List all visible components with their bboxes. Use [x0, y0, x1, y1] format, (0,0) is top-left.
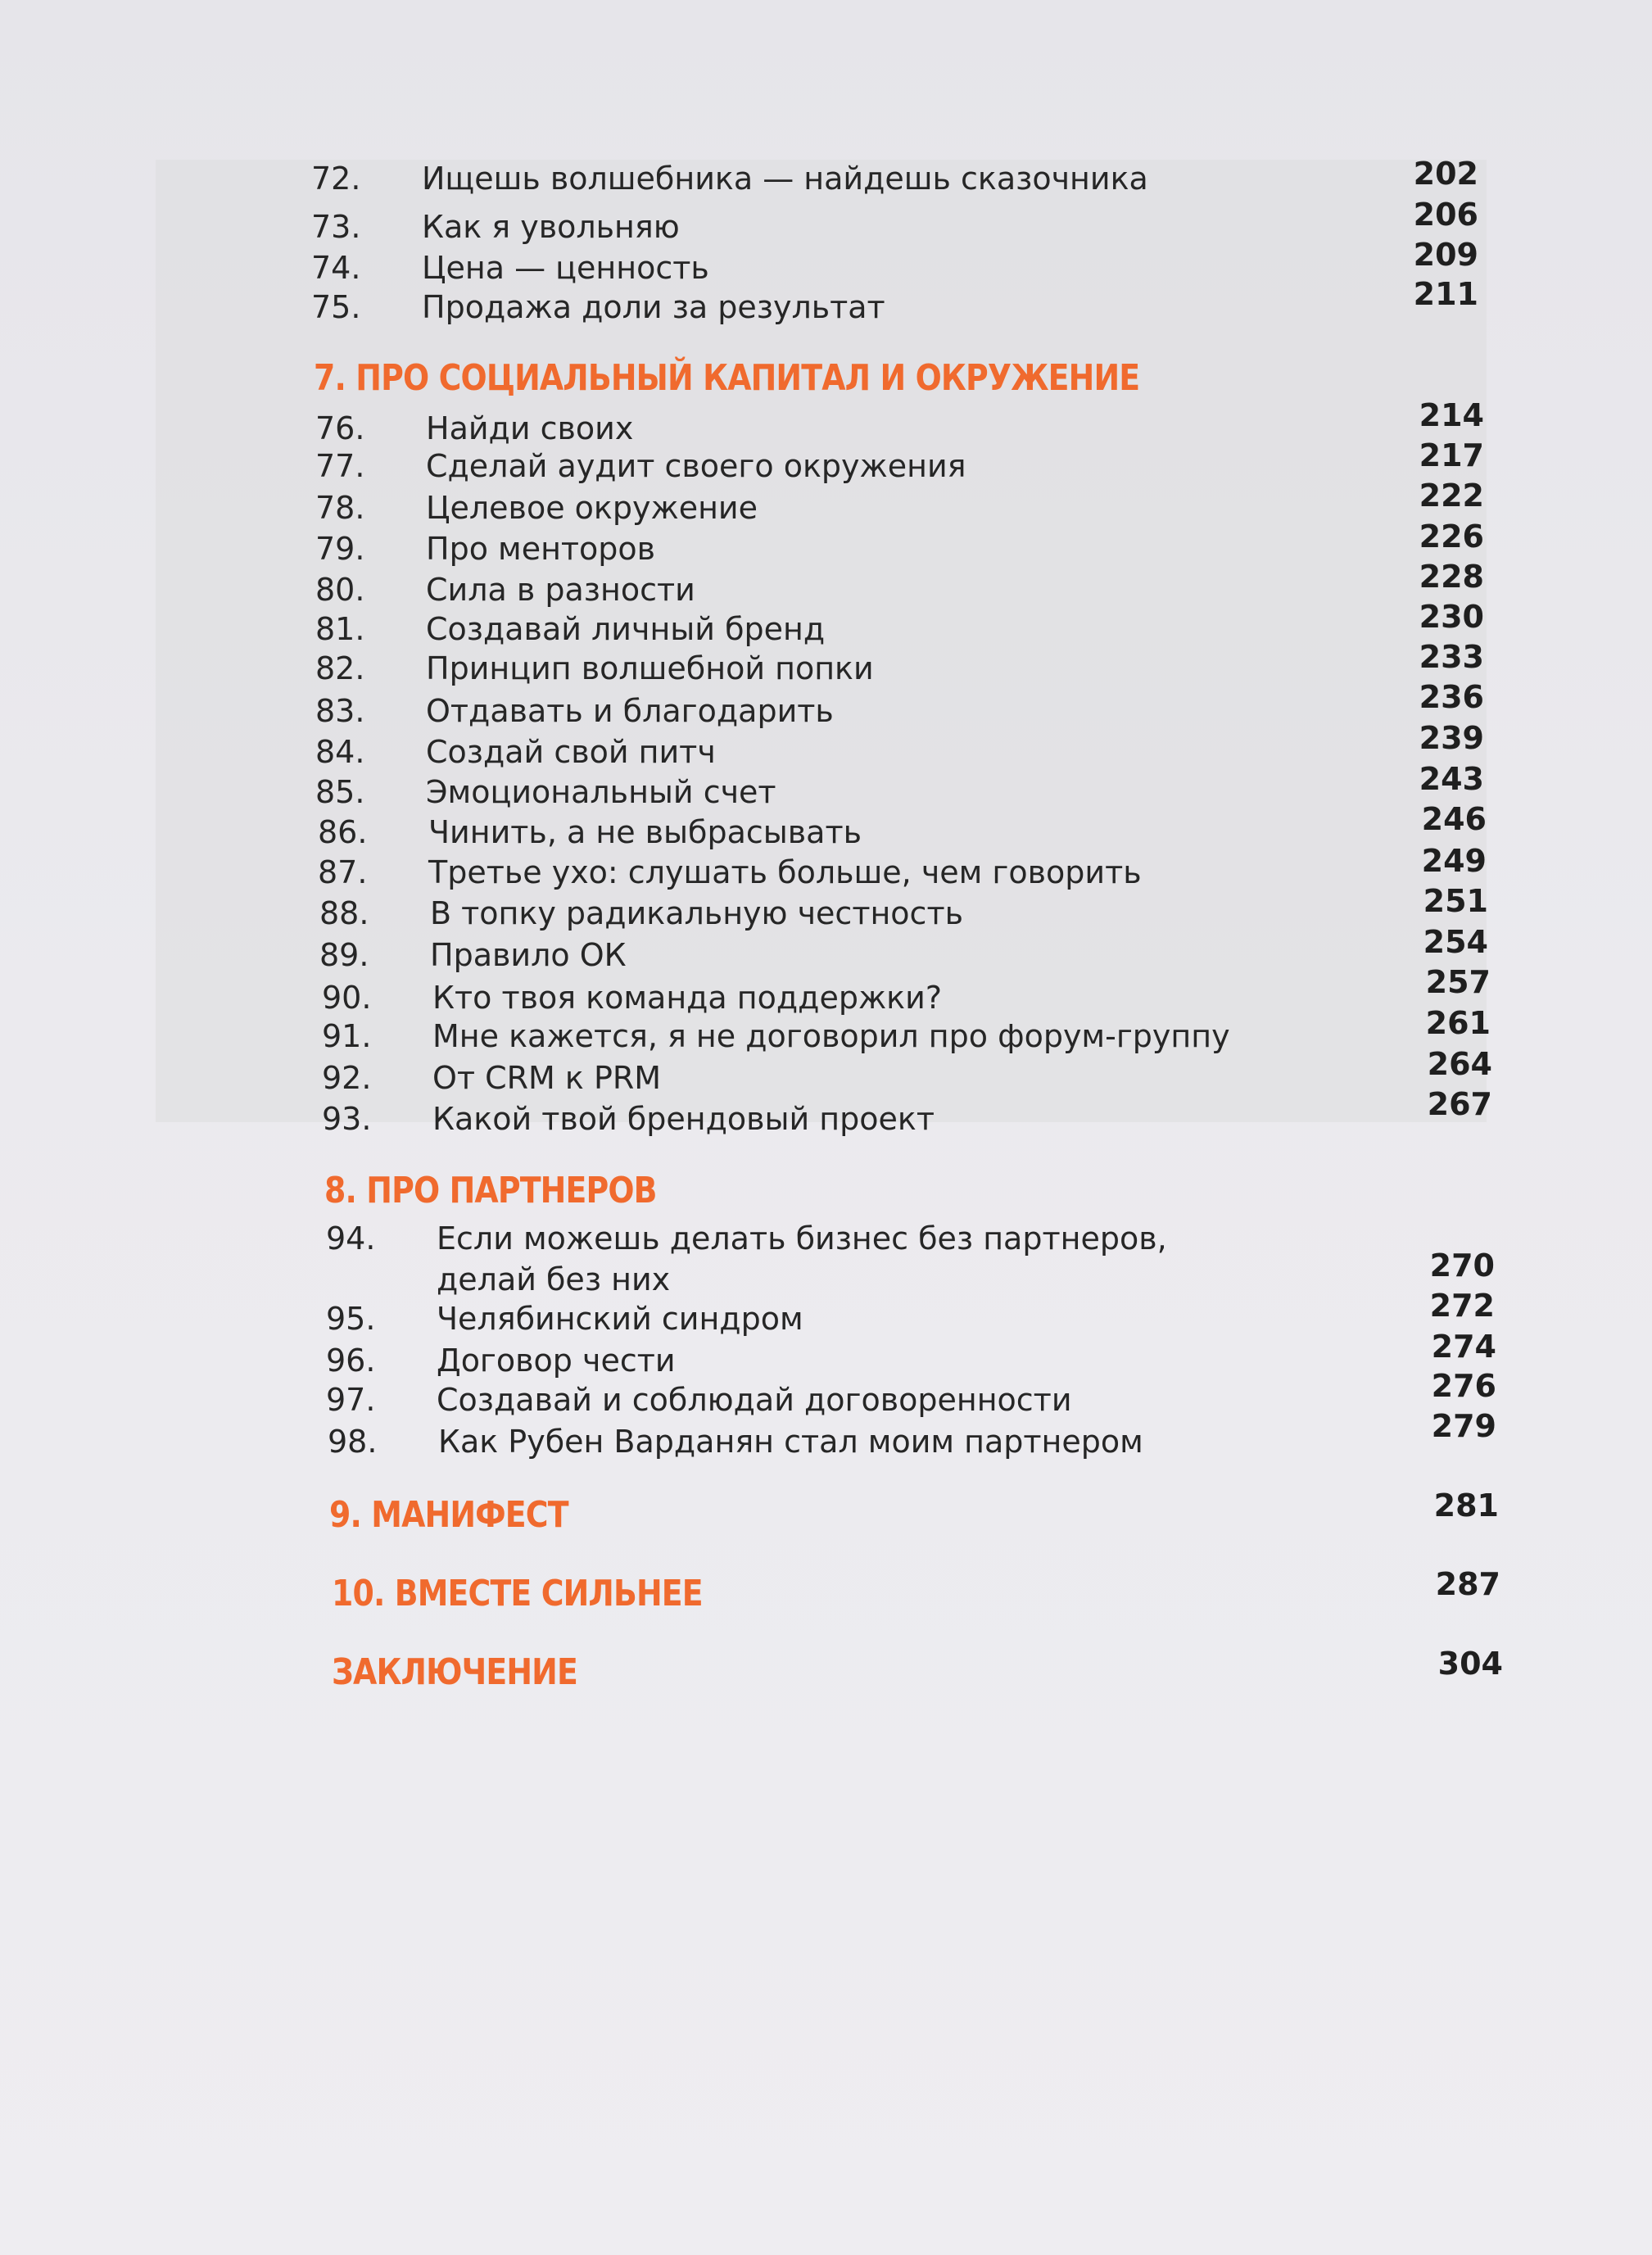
conclusion-page: 304 [1437, 1646, 1503, 1682]
entry-title: Третье ухо: слушать больше, чем говорить [428, 854, 1142, 890]
entry-page-93: 267 [1427, 1086, 1492, 1122]
entry-number: 95. [326, 1301, 376, 1337]
section-7-heading[interactable]: 7. ПРО СОЦИАЛЬНЫЙ КАПИТАЛ И ОКРУЖЕНИЕ [314, 357, 1140, 399]
entry-page-87: 249 [1421, 843, 1487, 879]
entry-page-75: 211 [1413, 276, 1478, 312]
entry-title: Сила в разности [426, 572, 695, 608]
entry-title: Кто твоя команда поддержки? [432, 980, 942, 1016]
entry-number: 78. [315, 490, 365, 526]
entry-title: Как я увольняю [422, 209, 680, 245]
entry-title: Создавай и соблюдай договоренности [437, 1382, 1072, 1418]
entry-title: Найди своих [426, 410, 634, 446]
entry-title: В топку радикальную честность [430, 895, 963, 931]
entry-page-85: 243 [1419, 761, 1484, 797]
entry-number: 98. [328, 1424, 378, 1460]
conclusion-heading[interactable]: ЗАКЛЮЧЕНИЕ [332, 1651, 577, 1693]
entry-page-91: 261 [1425, 1005, 1491, 1041]
entry-title: Какой твой брендовый проект [432, 1101, 935, 1137]
entry-page-86: 246 [1421, 801, 1487, 837]
entry-page-97: 276 [1431, 1368, 1496, 1404]
entry-number: 88. [319, 895, 369, 931]
entry-title: Целевое окружение [426, 490, 758, 526]
entry-title: Если можешь делать бизнес без партнеров, [437, 1220, 1167, 1257]
entry-number: 76. [315, 410, 365, 446]
entry-page-77: 217 [1419, 437, 1484, 473]
entry-title: Создавай личный бренд [426, 611, 826, 647]
entry-page-94: 270 [1429, 1247, 1495, 1284]
entry-number: 97. [326, 1382, 376, 1418]
entry-number: 84. [315, 734, 365, 770]
entry-title: Принцип волшебной попки [426, 650, 874, 686]
entry-title: Эмоциональный счет [426, 774, 776, 810]
entry-title: Создай свой питч [426, 734, 716, 770]
section-10-page: 287 [1435, 1566, 1500, 1602]
entry-number: 87. [318, 854, 368, 890]
entry-page-88: 251 [1423, 883, 1488, 919]
entry-page-83: 236 [1419, 679, 1484, 715]
entry-title: Отдавать и благодарить [426, 693, 834, 729]
entry-number: 77. [315, 448, 365, 484]
entry-number: 73. [311, 209, 361, 245]
entry-page-92: 264 [1427, 1046, 1492, 1082]
entry-number: 94. [326, 1220, 376, 1257]
section-8-heading[interactable]: 8. ПРО ПАРТНЕРОВ [324, 1170, 657, 1211]
entry-number: 82. [315, 650, 365, 686]
entry-number: 90. [322, 980, 372, 1016]
entry-number: 92. [322, 1060, 372, 1096]
entry-page-84: 239 [1419, 720, 1484, 756]
entry-title: Правило ОК [430, 937, 627, 973]
entry-number: 81. [315, 611, 365, 647]
section-9-page: 281 [1433, 1487, 1499, 1524]
entry-number: 83. [315, 693, 365, 729]
entry-title: Договор чести [437, 1343, 676, 1379]
entry-page-89: 254 [1423, 924, 1488, 960]
section-10-heading[interactable]: 10. ВМЕСТЕ СИЛЬНЕЕ [332, 1573, 703, 1614]
entry-page-90: 257 [1425, 964, 1491, 1000]
entry-title-continued: делай без них [437, 1261, 671, 1297]
entry-page-78: 222 [1419, 478, 1484, 514]
entry-page-76: 214 [1419, 397, 1484, 433]
entry-page-72: 202 [1413, 156, 1478, 192]
entry-page-80: 228 [1419, 559, 1484, 595]
entry-page-74: 209 [1413, 237, 1478, 273]
entry-page-79: 226 [1419, 518, 1484, 555]
entry-number: 91. [322, 1018, 372, 1054]
entry-page-96: 274 [1431, 1329, 1496, 1365]
entry-title: Чинить, а не выбрасывать [428, 814, 862, 850]
section-9-heading[interactable]: 9. МАНИФЕСТ [329, 1494, 568, 1536]
entry-page-98: 279 [1431, 1408, 1496, 1444]
entry-number: 96. [326, 1343, 376, 1379]
entry-number: 72. [311, 161, 361, 197]
entry-title: Сделай аудит своего окружения [426, 448, 966, 484]
entry-title: Как Рубен Варданян стал моим партнером [438, 1424, 1143, 1460]
entry-number: 86. [318, 814, 368, 850]
entry-title: Про менторов [426, 531, 656, 567]
entry-title: Челябинский синдром [437, 1301, 803, 1337]
entry-page-81: 230 [1419, 599, 1484, 635]
entry-page-82: 233 [1419, 639, 1484, 675]
entry-number: 80. [315, 572, 365, 608]
entry-title: Продажа доли за результат [422, 289, 885, 325]
entry-page-95: 272 [1429, 1288, 1495, 1324]
entry-title: Цена — ценность [422, 250, 709, 286]
entry-number: 79. [315, 531, 365, 567]
entry-number: 89. [319, 937, 369, 973]
entry-number: 74. [311, 250, 361, 286]
entry-page-73: 206 [1413, 197, 1478, 233]
entry-number: 75. [311, 289, 361, 325]
entry-title: Мне кажется, я не договорил про форум-группу [432, 1018, 1230, 1054]
entry-title: Ищешь волшебника — найдешь сказочника [422, 161, 1148, 197]
entry-title: От CRM к PRM [432, 1060, 662, 1096]
entry-number: 85. [315, 774, 365, 810]
entry-number: 93. [322, 1101, 372, 1137]
